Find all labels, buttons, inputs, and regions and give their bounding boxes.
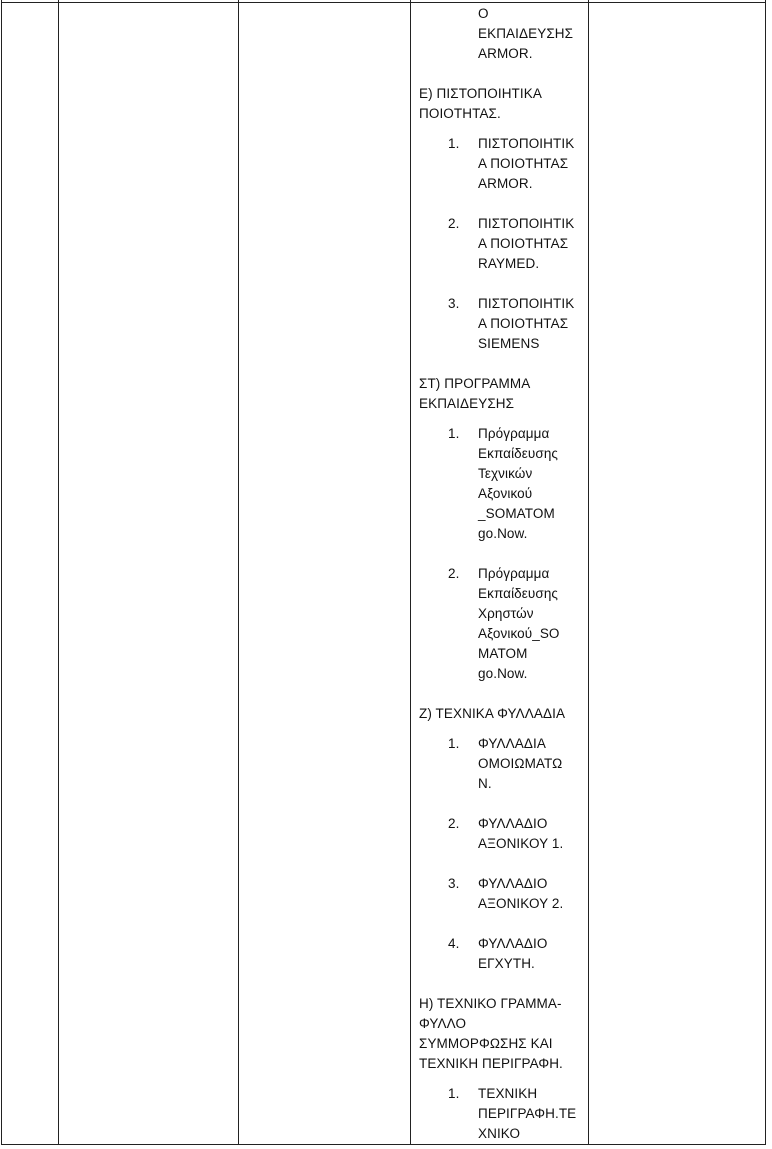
- list-item-text-line: Α ΠΟΙΟΤΗΤΑΣ: [478, 316, 569, 331]
- list-item-number: 1.: [448, 426, 460, 441]
- list-item-text-line: Πρόγραμμα: [478, 426, 550, 441]
- list-item-text-line: ΕΓΧΥΤΗ.: [478, 956, 535, 971]
- list-item-text-line: Εκπαίδευσης: [478, 586, 559, 601]
- list-item-text-line: Αξονικού_SO: [478, 626, 560, 641]
- list-item-text-line: SIEMENS: [478, 336, 540, 351]
- list-item-number: 1.: [448, 1086, 460, 1101]
- table-column-border: [1, 0, 2, 1145]
- list-item-text-line: ΦΥΛΛΑΔΙΟ: [478, 936, 548, 951]
- table-column-border: [765, 0, 766, 1145]
- list-item-text-line: ΧΝΙΚΟ: [478, 1126, 521, 1141]
- section-heading: ΣΤ) ΠΡΟΓΡΑΜΜΑ: [419, 376, 531, 391]
- list-item-text-line: Εκπαίδευσης: [478, 446, 559, 461]
- table-column-border: [58, 0, 59, 1145]
- table-column-border: [588, 0, 589, 1145]
- list-item-text-line: ΠΙΣΤΟΠΟΙΗΤΙΚ: [478, 296, 575, 311]
- list-item-text-line: Χρηστών: [478, 606, 534, 621]
- section-heading: Ε) ΠΙΣΤΟΠΟΙΗΤΙΚΑ: [419, 86, 542, 101]
- list-item-text-line: Ο: [478, 6, 489, 21]
- section-heading: ΤΕΧΝΙΚΗ ΠΕΡΙΓΡΑΦΗ.: [419, 1056, 563, 1071]
- list-item-number: 1.: [448, 136, 460, 151]
- list-item-text-line: ΟΜΟΙΩΜΑΤΩ: [478, 756, 563, 771]
- list-item-text-line: _SOMATOM: [478, 506, 555, 521]
- list-item-text-line: Πρόγραμμα: [478, 566, 550, 581]
- table-top-border: [1, 2, 766, 3]
- list-item-number: 3.: [448, 876, 460, 891]
- list-item-number: 2.: [448, 566, 460, 581]
- section-heading: Η) ΤΕΧΝΙΚΟ ΓΡΑΜΜΑ-: [419, 996, 562, 1011]
- list-item-text-line: ΦΥΛΛΑΔΙΟ: [478, 816, 548, 831]
- section-heading: ΕΚΠΑΙΔΕΥΣΗΣ: [419, 396, 515, 411]
- list-item-text-line: ΑΞΟΝΙΚΟΥ 2.: [478, 896, 564, 911]
- table-bottom-border: [1, 1144, 766, 1145]
- section-heading: Ζ) ΤΕΧΝΙΚΑ ΦΥΛΛΑΔΙΑ: [419, 706, 566, 721]
- list-item-text-line: Αξονικού: [478, 486, 533, 501]
- list-item-number: 2.: [448, 816, 460, 831]
- section-heading: ΦΥΛΛΟ: [419, 1016, 467, 1031]
- list-item-text-line: Τεχνικών: [478, 466, 533, 481]
- list-item-text-line: ARMOR.: [478, 176, 533, 191]
- list-item-number: 3.: [448, 296, 460, 311]
- list-item-number: 2.: [448, 216, 460, 231]
- list-item-text-line: ΠΙΣΤΟΠΟΙΗΤΙΚ: [478, 216, 575, 231]
- list-item-text-line: ΠΕΡΙΓΡΑΦΗ.ΤΕ: [478, 1106, 577, 1121]
- list-item-text-line: ΤΕΧΝΙΚΗ: [478, 1086, 538, 1101]
- list-item-text-line: MATOM: [478, 646, 528, 661]
- list-item-text-line: Α ΠΟΙΟΤΗΤΑΣ: [478, 156, 569, 171]
- list-item-text-line: ARMOR.: [478, 46, 533, 61]
- table-column-border: [238, 0, 239, 1145]
- list-item-text-line: go.Now.: [478, 526, 528, 541]
- list-item-text-line: ΕΚΠΑΙΔΕΥΣΗΣ: [478, 26, 574, 41]
- list-item-number: 4.: [448, 936, 460, 951]
- list-item-number: 1.: [448, 736, 460, 751]
- list-item-text-line: ΑΞΟΝΙΚΟΥ 1.: [478, 836, 564, 851]
- list-item-text-line: ΦΥΛΛΑΔΙΑ: [478, 736, 546, 751]
- list-item-text-line: Α ΠΟΙΟΤΗΤΑΣ: [478, 236, 569, 251]
- table-cell-document-list: [410, 0, 588, 1144]
- list-item-text-line: Ν.: [478, 776, 492, 791]
- list-item-text-line: RAYMED.: [478, 256, 540, 271]
- list-item-text-line: ΦΥΛΛΑΔΙΟ: [478, 876, 548, 891]
- list-item-text-line: ΠΙΣΤΟΠΟΙΗΤΙΚ: [478, 136, 575, 151]
- list-item-text-line: go.Now.: [478, 666, 528, 681]
- section-heading: ΣΥΜΜΟΡΦΩΣΗΣ ΚΑΙ: [419, 1036, 553, 1051]
- section-heading: ΠΟΙΟΤΗΤΑΣ.: [419, 106, 501, 121]
